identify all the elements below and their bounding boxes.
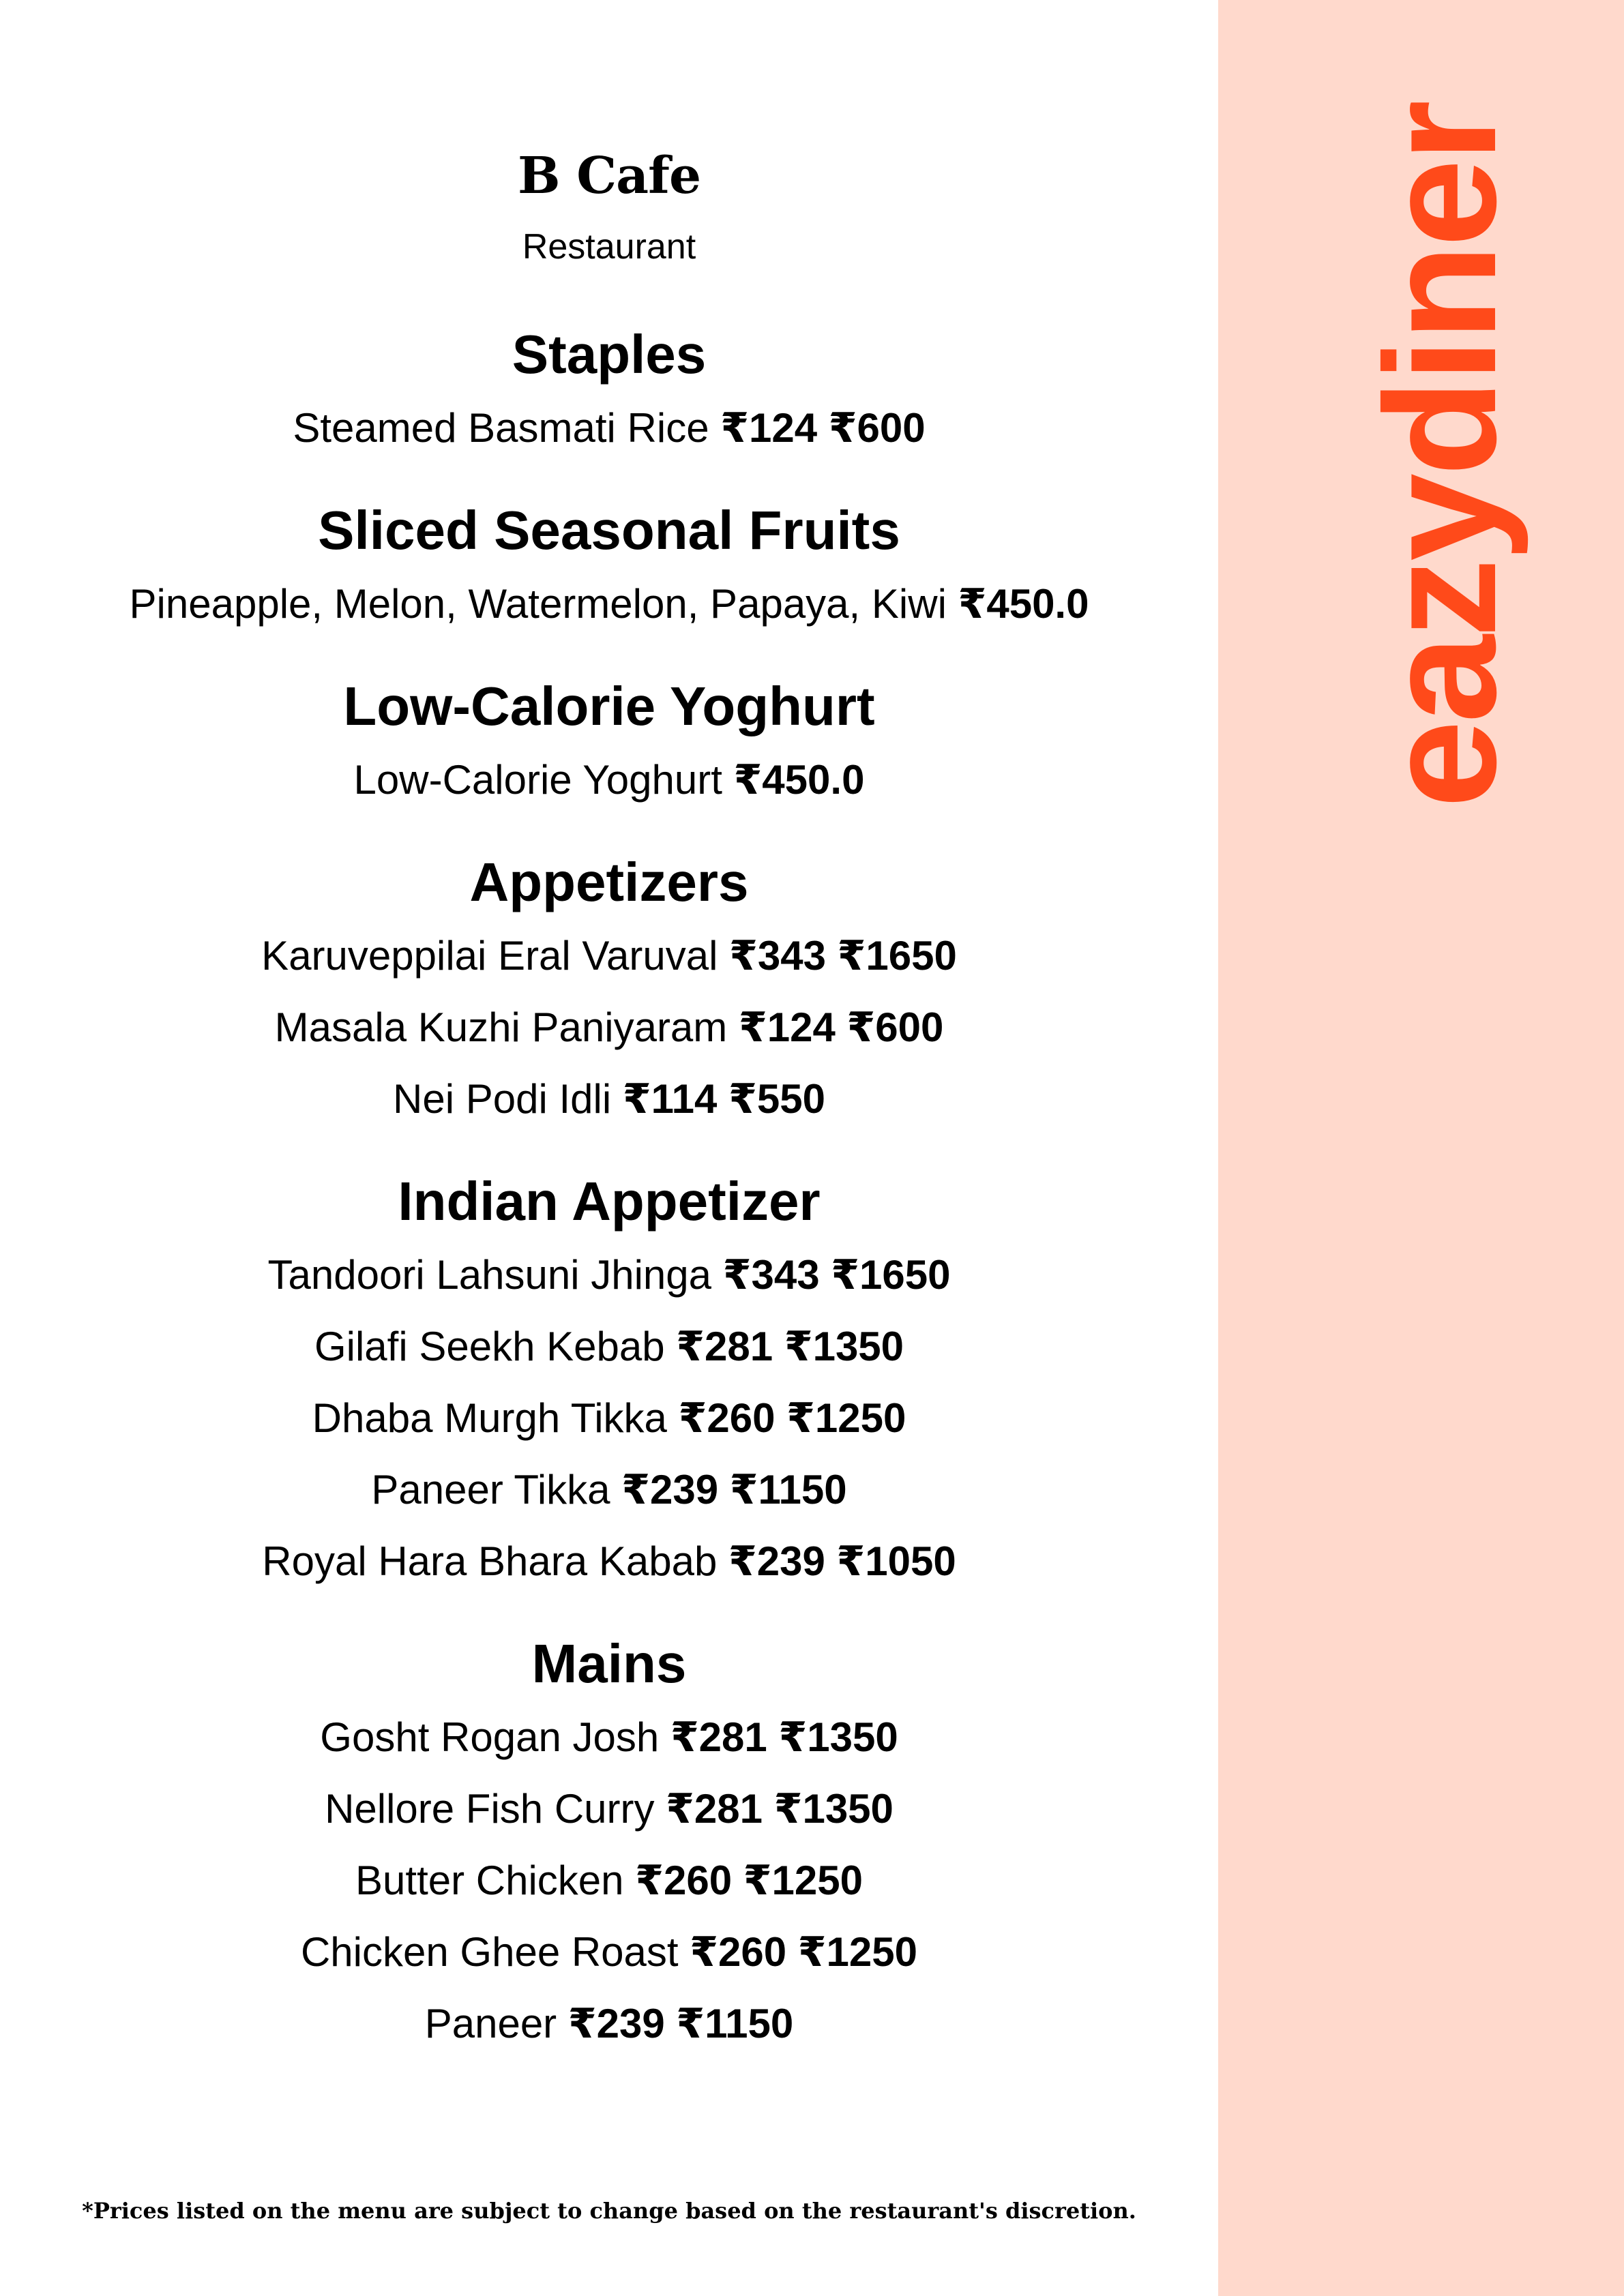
item-price: ₹281 ₹1350 — [676, 1324, 904, 1369]
item-name: Paneer Tikka — [371, 1467, 610, 1512]
menu-item — [0, 1063, 1218, 1135]
restaurant-type: Restaurant — [522, 227, 696, 267]
menu-section-indian-appetizer — [0, 1164, 1218, 1597]
section-title: Staples — [512, 324, 707, 385]
section-title: Low-Calorie Yoghurt — [343, 676, 875, 736]
section-items — [0, 920, 1218, 1135]
section-items — [0, 744, 1218, 816]
section-items — [0, 1239, 1218, 1597]
restaurant-name: B Cafe — [517, 147, 701, 205]
section-items — [0, 392, 1218, 464]
menu-item — [0, 1382, 1218, 1454]
item-price: ₹450.0 — [958, 581, 1089, 627]
item-price: ₹281 ₹1350 — [670, 1714, 898, 1760]
item-price: ₹260 ₹1250 — [635, 1858, 863, 1903]
price-disclaimer: *Prices listed on the menu are subject to change based on the restaurant's discretion. — [82, 2198, 1136, 2224]
item-name: Karuveppilai Eral Varuval — [261, 933, 718, 979]
menu-section-appetizers — [0, 845, 1218, 1135]
item-price: ₹239 ₹1150 — [621, 1467, 847, 1512]
menu-sections — [0, 317, 1218, 2089]
menu-item — [0, 1701, 1218, 1773]
menu-section-yoghurt — [0, 669, 1218, 816]
menu-item — [0, 1454, 1218, 1525]
item-name: Low-Calorie Yoghurt — [353, 757, 722, 803]
item-price: ₹260 ₹1250 — [678, 1395, 906, 1441]
item-name: Chicken Ghee Roast — [300, 1929, 679, 1975]
section-title: Indian Appetizer — [398, 1171, 821, 1232]
item-price: ₹114 ₹550 — [622, 1076, 825, 1122]
item-name: Gosht Rogan Josh — [320, 1714, 660, 1760]
menu-item — [118, 568, 1100, 640]
section-title: Sliced Seasonal Fruits — [318, 500, 900, 561]
menu-item — [0, 1845, 1218, 1916]
menu-section-staples — [0, 317, 1218, 464]
eazydiner-logo: eazydiner — [1353, 102, 1529, 809]
menu-item — [0, 744, 1218, 816]
item-price: ₹239 ₹1150 — [567, 2001, 794, 2046]
item-price: ₹260 ₹1250 — [690, 1929, 918, 1975]
menu-section-mains — [0, 1626, 1218, 2059]
item-name: Dhaba Murgh Tikka — [312, 1395, 667, 1441]
menu-item — [0, 920, 1218, 992]
menu-item — [0, 1239, 1218, 1311]
section-title: Appetizers — [469, 852, 749, 912]
menu-item — [0, 1773, 1218, 1845]
menu-item — [0, 992, 1218, 1063]
item-name: Tandoori Lahsuni Jhinga — [267, 1252, 712, 1298]
item-price: ₹239 ₹1050 — [728, 1538, 956, 1584]
menu-section-fruits — [0, 493, 1218, 640]
item-name: Pineapple, Melon, Watermelon, Papaya, Kiwi — [129, 581, 947, 627]
item-name: Nei Podi Idli — [393, 1076, 612, 1122]
section-items — [0, 1701, 1218, 2059]
section-items — [0, 568, 1218, 640]
menu-item — [0, 1311, 1218, 1382]
item-price: ₹343 ₹1650 — [729, 933, 957, 979]
item-name: Gilafi Seekh Kebab — [314, 1324, 665, 1369]
item-price: ₹281 ₹1350 — [666, 1786, 894, 1832]
item-price: ₹124 ₹600 — [738, 1004, 944, 1050]
item-name: Masala Kuzhi Paniyaram — [274, 1004, 728, 1050]
section-title: Mains — [531, 1633, 687, 1694]
item-price: ₹343 ₹1650 — [722, 1252, 951, 1298]
item-name: Paneer — [424, 2001, 557, 2046]
item-price: ₹450.0 — [733, 757, 865, 803]
item-name: Nellore Fish Curry — [325, 1786, 655, 1832]
item-name: Butter Chicken — [355, 1858, 624, 1903]
item-name: Royal Hara Bhara Kabab — [262, 1538, 718, 1584]
menu-item — [0, 1988, 1218, 2059]
item-name: Steamed Basmati Rice — [293, 405, 709, 451]
menu-item — [0, 392, 1218, 464]
item-price: ₹124 ₹600 — [720, 405, 926, 451]
menu-item — [0, 1916, 1218, 1988]
menu-item — [0, 1525, 1218, 1597]
